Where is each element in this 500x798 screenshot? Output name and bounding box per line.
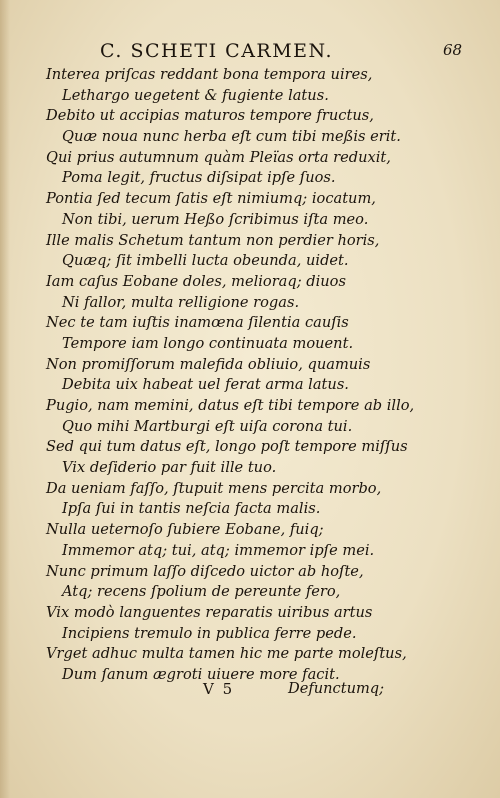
page-footer: [0, 680, 500, 702]
catchword: Defunctumq;: [288, 680, 385, 697]
verse-line: Quæq; ſit imbelli lucta obeunda, uidet.: [62, 252, 349, 270]
verse-line: Debita uix habeat uel ferat arma latus.: [62, 376, 349, 394]
verse-line: Ni fallor, multa relligione rogas.: [62, 293, 300, 311]
verse-line: Quæ noua nunc herba eſt cum tibi meßis erit.: [62, 128, 401, 146]
verse-line: Nulla ueternoſo ſubiere Eobane, fuiq;: [46, 521, 324, 539]
verse-line: Pugio, nam memini, datus eſt tibi tempore ab illo,: [46, 397, 415, 414]
page-edge-shadow: [0, 0, 10, 798]
verse-line: Debito ut accipias maturos tempore fructus,: [46, 107, 374, 125]
running-title: C. SCHETI CARMEN.: [100, 40, 333, 62]
verse-line: Ipſa ſui in tantis neſcia facta malis.: [62, 500, 321, 518]
verse-line: Atq; recens ſpolium de pereunte fero,: [62, 583, 341, 601]
page-number: 68: [443, 41, 463, 59]
poem-text: [40, 65, 460, 686]
verse-line: Nec te tam iuſtis inamœna ſilentia cauſis: [46, 314, 349, 332]
verse-line: Vix deſiderio par fuit ille tuo.: [62, 459, 277, 477]
verse-line: Pontia ſed tecum ſatis eſt nimiumq; iocatum,: [46, 190, 376, 208]
verse-line: Non tibi, uerum Heßo ſcribimus iſta meo.: [62, 210, 369, 228]
verse-line: Qui prius autumnum quàm Pleïas orta reduxit,: [46, 148, 391, 166]
verse-line: Dum ſanum ægroti uiuere more facit.: [62, 665, 340, 683]
verse-line: Quo mihi Martburgi eſt uiſa corona tui.: [62, 417, 353, 435]
verse-line: Immemor atq; tui, atq; immemor ipſe mei.: [62, 541, 375, 559]
verse-line: Incipiens tremulo in publica ferre pede.: [62, 624, 357, 642]
verse-line: Tempore iam longo continuata mouent.: [62, 334, 354, 352]
verse-line: Vix modò languentes reparatis uiribus artus: [46, 603, 373, 621]
verse-line: Sed qui tum datus eſt, longo poſt tempore miſſus: [46, 438, 408, 456]
verse-line: Iam caſus Eobane doles, melioraq; diuos: [46, 272, 346, 290]
verse-line: Ille malis Schetum tantum non perdier horis,: [46, 231, 380, 249]
verse-line: Poma legit, fructus diſsipat ipſe ſuos.: [62, 169, 336, 187]
verse-line: Vrget adhuc multa tamen hic me parte moleſtus,: [46, 645, 407, 663]
page-header: [0, 40, 500, 64]
verse-line: Non promiſſorum malefida obliuio, quamuis: [46, 355, 371, 373]
verse-line: Nunc primum laſſo diſcedo uictor ab hoſte,: [46, 562, 364, 580]
verse-line: Da ueniam faſſo, ſtupuit mens percita morbo,: [46, 479, 382, 497]
verse-line: Lethargo uegetent & fugiente latus.: [62, 86, 329, 104]
signature-mark: V 5: [203, 680, 235, 698]
verse-line: Interea priſcas reddant bona tempora uires,: [46, 66, 373, 83]
